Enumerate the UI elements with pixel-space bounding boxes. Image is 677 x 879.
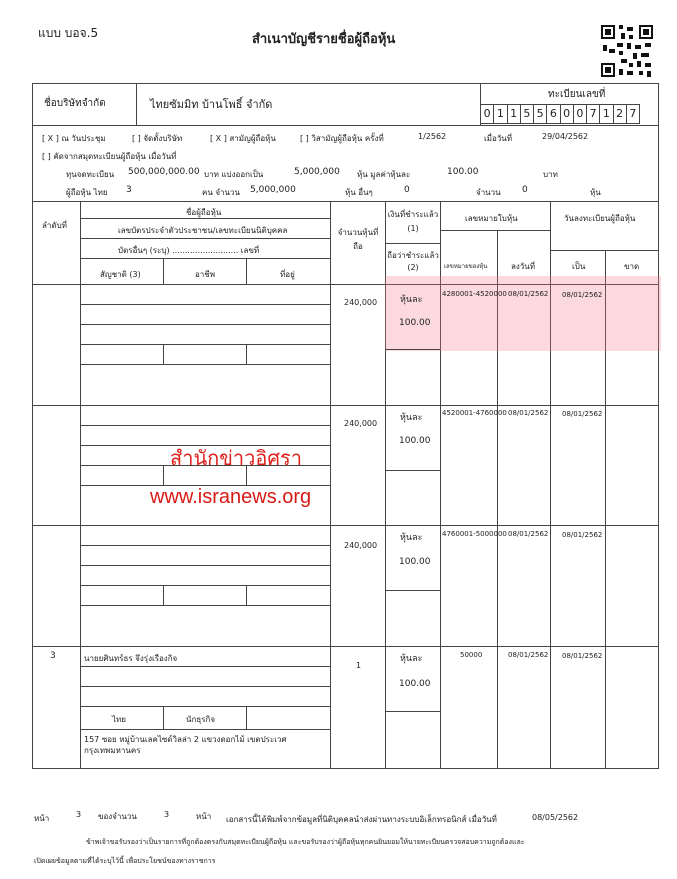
header-registry-date: วันลงทะเบียนผู้ถือหุ้น xyxy=(564,214,636,223)
per-share-label: หุ้นละ xyxy=(400,295,423,305)
header-id-number: เลขบัตรประจำตัวประชาชน/เลขทะเบียนนิติบุคคล xyxy=(118,226,288,235)
header-certificate: เลขหมายใบหุ้น xyxy=(465,214,518,223)
capital-label: ทุนจดทะเบียน xyxy=(66,170,115,179)
header-issue-date: ลงวันที่ xyxy=(511,262,536,271)
par-value: 100.00 xyxy=(447,167,479,177)
thai-shares: 5,000,000 xyxy=(250,185,296,195)
meeting-option-3: [ X ] สามัญผู้ถือหุ้น xyxy=(210,134,276,143)
holder-name: นายยศินทร์ธร จึงรุ่งเรืองกิจ xyxy=(84,654,178,663)
registry-became-date: 08/01/2562 xyxy=(562,291,603,299)
header-holder-name: ชื่อผู้ถือหุ้น xyxy=(186,208,222,217)
par-label: หุ้น มูลค่าหุ้นละ xyxy=(357,170,411,179)
issue-date: 08/01/2562 xyxy=(508,290,549,298)
meeting-session: 1/2562 xyxy=(418,132,447,141)
footer-doc-date: 08/05/2562 xyxy=(532,813,579,822)
highlight-marker xyxy=(385,276,661,351)
other-holders-count: 0 xyxy=(404,185,410,195)
thai-holders-label: ผู้ถือหุ้น ไทย xyxy=(66,188,108,197)
certificate-number: 4280001-4520000 xyxy=(442,290,507,298)
footer-page-label: หน้า xyxy=(34,814,50,823)
watermark-url: www.isranews.org xyxy=(150,486,312,508)
paid-amount: 100.00 xyxy=(399,436,431,446)
holder-occupation: นักธุรกิจ xyxy=(186,715,216,724)
header-address: ที่อยู่ xyxy=(280,270,295,279)
per-share-label: หุ้นละ xyxy=(400,413,423,423)
shares-unit: หุ้น xyxy=(590,188,601,197)
person-count-label: คน จำนวน xyxy=(202,188,240,197)
certificate-number: 4520001-4760000 xyxy=(442,409,507,417)
form-code: แบบ บอจ.5 xyxy=(38,26,99,40)
paid-amount: 100.00 xyxy=(399,557,431,567)
header-ceased: ขาด xyxy=(624,262,640,271)
header-shares-held: จำนวนหุ้นที่ถือ xyxy=(337,228,379,251)
meeting-option-1: [ X ] ณ วันประชุม xyxy=(42,134,106,143)
thai-holders-count: 3 xyxy=(126,185,132,195)
issue-date: 08/01/2562 xyxy=(508,530,549,538)
meeting-date-label: เมื่อวันที่ xyxy=(484,134,513,143)
issue-date: 08/01/2562 xyxy=(508,651,549,659)
certification-line-1: ข้าพเจ้าขอรับรองว่าเป็นรายการที่ถูกต้องตรงกับสมุดทะเบียนผู้ถือหุ้น และขอรับรองว่าผู้ถือหุ้นทุกคนยินยอมให้นายทะเบียนตรวจสอบความถูกต้องและ xyxy=(86,838,525,846)
other-count-label: จำนวน xyxy=(476,188,501,197)
registration-number: 0 1 1 5 5 6 0 0 7 1 2 7 xyxy=(480,104,640,124)
page-title: สำเนาบัญชีรายชื่อผู้ถือหุ้น xyxy=(252,32,396,47)
capital-split-label: บาท แบ่งออกเป็น xyxy=(204,170,264,179)
other-shares: 0 xyxy=(522,185,528,195)
certificate-number: 50000 xyxy=(460,651,483,659)
registry-became-date: 08/01/2562 xyxy=(562,531,603,539)
table-row: 240,000 xyxy=(344,419,378,428)
row-number: 3 xyxy=(50,651,56,661)
meeting-date: 29/04/2562 xyxy=(542,132,589,141)
table-row: 240,000 xyxy=(344,541,378,550)
footer-page-number: 3 xyxy=(76,810,82,819)
registry-became-date: 08/01/2562 xyxy=(562,410,603,418)
header-cert-number: เลขหมายของหุ้น xyxy=(444,263,488,270)
table-row: 1 xyxy=(356,661,362,670)
watermark-thai: สำนักข่าวอิศรา xyxy=(170,446,303,470)
qr-code xyxy=(599,23,655,79)
paid-amount: 100.00 xyxy=(399,318,431,328)
issue-date: 08/01/2562 xyxy=(508,409,549,417)
copy-line: [ ] คัดจากสมุดทะเบียนผู้ถือหุ้น เมื่อวันที่ xyxy=(42,152,177,161)
header-other-card: บัตรอื่นๆ (ระบุ) .......................... เลขที่ xyxy=(118,246,260,255)
per-share-label: หุ้นละ xyxy=(400,533,423,543)
footer-doc-note: เอกสารนี้ได้พิมพ์จากข้อมูลที่นิติบุคคลนำส่งผ่านทางระบบอิเล็กทรอนิกส์ เมื่อวันที่ xyxy=(226,815,497,824)
table-row: 240,000 xyxy=(344,298,378,307)
capital-shares: 5,000,000 xyxy=(294,167,340,177)
footer-total-pages: 3 xyxy=(164,810,170,819)
footer-of-label: ของจำนวน xyxy=(98,812,137,821)
header-occupation: อาชีพ xyxy=(195,270,215,279)
registration-label: ทะเบียนเลขที่ xyxy=(548,89,606,100)
header-deemed-paid: ถือว่าชำระแล้ว (2) xyxy=(387,251,439,272)
certification-line-2: เปิดเผยข้อมูลตามที่ได้ระบุไว้นี้ เพื่อประโยชน์ของทางราชการ xyxy=(34,857,216,865)
meeting-option-4: [ ] วิสามัญผู้ถือหุ้น ครั้งที่ xyxy=(300,134,384,143)
header-became: เป็น xyxy=(572,262,586,271)
footer-page-unit: หน้า xyxy=(196,812,212,821)
baht-label: บาท xyxy=(543,170,558,179)
holder-nationality: ไทย xyxy=(112,715,126,724)
certificate-number: 4760001-5000000 xyxy=(442,530,507,538)
other-holders-label: หุ้น อื่นๆ xyxy=(345,188,373,197)
header-nationality: สัญชาติ (3) xyxy=(100,270,141,279)
paid-amount: 100.00 xyxy=(399,679,431,689)
per-share-label: หุ้นละ xyxy=(400,654,423,664)
meeting-option-2: [ ] จัดตั้งบริษัท xyxy=(132,134,183,143)
header-paid: เงินที่ชำระแล้ว (1) xyxy=(387,210,439,233)
header-no: ลำดับที่ xyxy=(42,221,67,230)
company-label: ชื่อบริษัทจำกัด xyxy=(44,98,106,109)
holder-address: 157 ซอย หมู่บ้านเลคไซด์วิลล่า 2 แขวงดอกไม้ เขตประเวศ กรุงเทพมหานคร xyxy=(84,735,287,755)
registry-became-date: 08/01/2562 xyxy=(562,652,603,660)
capital-amount: 500,000,000.00 xyxy=(128,167,200,177)
company-name: ไทยซัมมิท บ้านโพธิ์ จำกัด xyxy=(150,98,273,111)
